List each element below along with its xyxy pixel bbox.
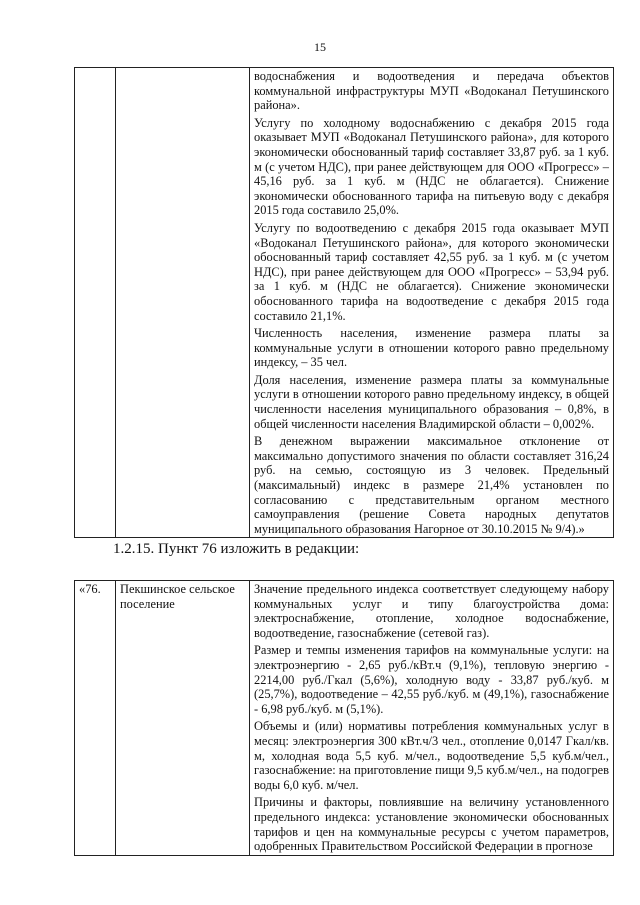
paragraph: водоснабжения и водоотведения и передача объектов коммунальной инфраструктуры МУП «Водоканал Петушинского района». <box>254 69 609 113</box>
bottom-table <box>74 580 614 856</box>
row-number-cell <box>75 68 116 538</box>
paragraph: Численность населения, изменение размера платы за коммунальные услуги в отношении которого равно предельному индексу, – 35 чел. <box>254 326 609 370</box>
paragraph: Объемы и (или) нормативы потребления коммунальных услуг в месяц: электроэнергия 300 кВт.ч/3 чел., отопление 0,0147 Гкал/кв. м, холодная вода 5,5 куб. м/чел., водоотведение 5,5 куб.м/чел., газоснабжение: на приготовление пищи 9,5 куб.м/чел., на подогрев воды 6,0 куб. м/чел. <box>254 719 609 792</box>
row-number-cell: «76. <box>75 581 116 856</box>
paragraph: В денежном выражении максимальное отклонение от максимально допустимого значения по области составляет 316,24 руб. на семью, состоящую из 3 человек. Предельный (максимальный) индекс в размере 21,4% установлен по согласованию с представительным органом местного самоуправления (решение Совета народных депутатов муниципального образования Нагорное от 30.10.2015 № 9/4).» <box>254 434 609 536</box>
paragraph: Причины и факторы, повлиявшие на величину установленного предельного индекса: установление экономически обоснованных тарифов и цен на коммунальные ресурсы с учетом параметров, одобренных Правительством Российской Федерации в прогнозе <box>254 795 609 854</box>
paragraph: Услугу по холодному водоснабжению с декабря 2015 года оказывает МУП «Водоканал Петушинского района», для которого экономически обоснованный тариф составляет 33,87 руб. за 1 куб. м (с учетом НДС), при ранее действующем для ООО «Прогресс» – 45,16 руб. за 1 куб. м (НДС не облагается). Снижение экономически обоснованного тарифа на питьевую воду с декабря 2015 года составило 25,0%. <box>254 115 609 218</box>
paragraph: Услугу по водоотведению с декабря 2015 года оказывает МУП «Водоканал Петушинского района», для которого экономически обоснованный тариф составляет 42,55 руб. за 1 куб. м (с учетом НДС), при ранее действующем для ООО «Прогресс» – 53,94 руб. за 1 куб. м (НДС не облагается). Снижение экономически обоснованного тарифа на водоотведение с декабря 2015 года составило 21,1%. <box>254 220 609 323</box>
municipality-name-cell: Пекшинское сельское поселение <box>116 581 250 856</box>
table-row <box>75 68 614 538</box>
description-cell <box>250 68 614 538</box>
paragraph: Доля населения, изменение размера платы за коммунальные услуги в отношении которого равно предельному индексу, в общей численности населения муниципального образования – 0,8%, в общей численности населения Владимирской области – 0,002%. <box>254 372 609 431</box>
table-row <box>75 581 614 856</box>
paragraph: Значение предельного индекса соответствует следующему набору коммунальных услуг и типу благоустройства дома: электроснабжение, отопление, холодное водоснабжение, водоотведение, газоснабжение (сетевой газ). <box>254 582 609 640</box>
description-cell <box>250 581 614 856</box>
top-table <box>74 67 614 538</box>
paragraph: Размер и темпы изменения тарифов на коммунальные услуги: на электроэнергию - 2,65 руб./кВт.ч (9,1%), тепловую энергию - 2214,00 руб./Гкал (5,6%), холодную воду - 33,87 руб./куб. м (25,7%), водоотведение – 42,55 руб./куб. м (49,1%), газоснабжение - 6,98 руб./куб. м (5,1%). <box>254 643 609 716</box>
section-heading: 1.2.15. Пункт 76 изложить в редакции: <box>113 541 360 557</box>
municipality-name-cell <box>116 68 250 538</box>
page-number: 15 <box>314 40 326 54</box>
